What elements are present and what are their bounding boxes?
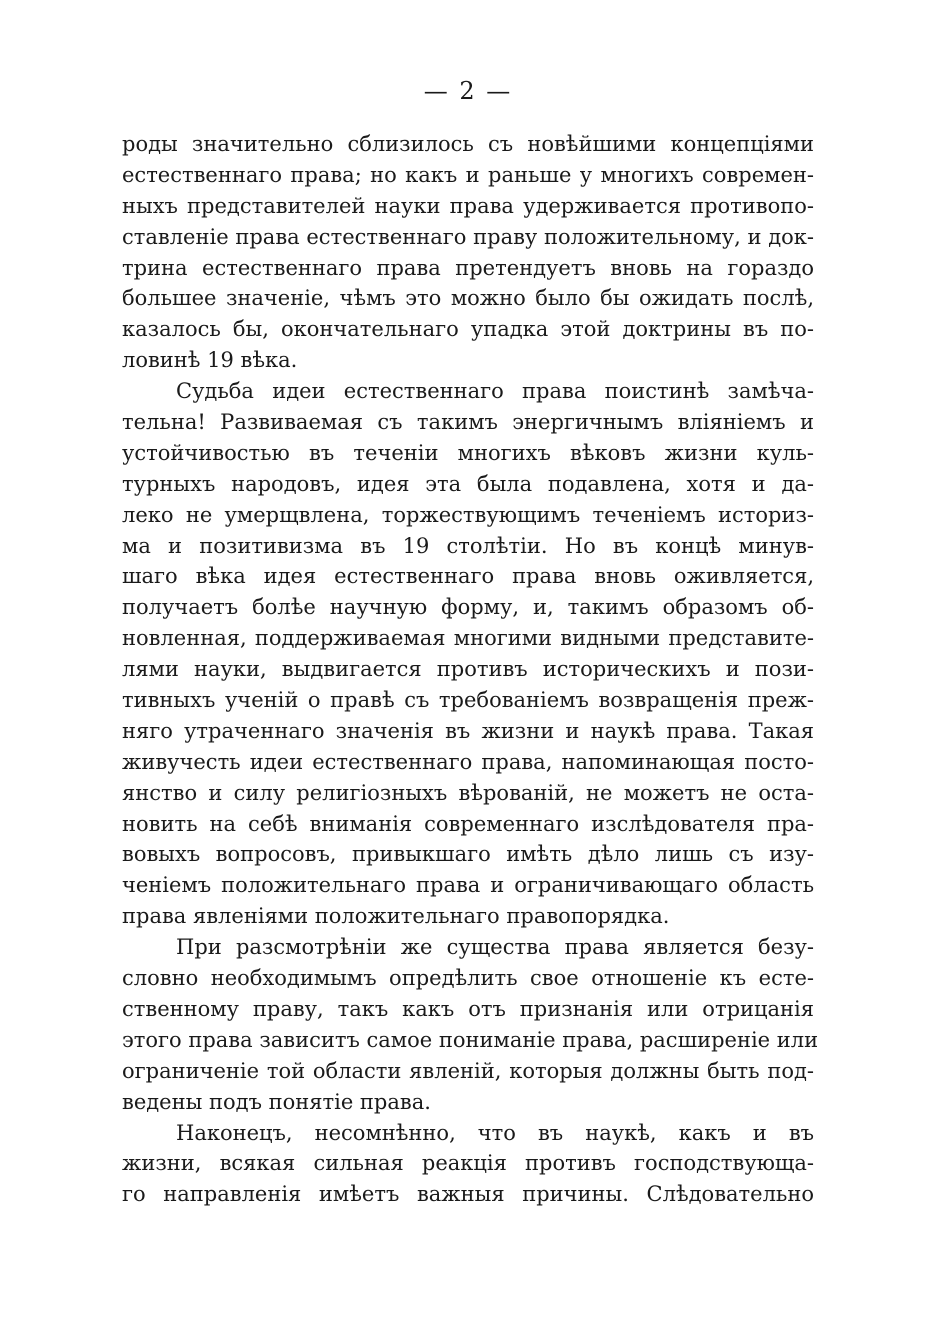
body-text [122, 129, 819, 1210]
paragraph [122, 129, 814, 376]
text-line: няго утраченнаго значенія въ жизни и наукѣ права. Такая [122, 718, 814, 743]
text-line: тельна! Развиваемая съ такимъ энергичнымъ вліяніемъ и [122, 410, 814, 435]
text-line: казалось бы, окончательнаго упадка этой доктрины въ по- [122, 317, 814, 342]
text-line: устойчивостью въ теченіи многихъ вѣковъ жизни куль- [122, 440, 814, 465]
text-line: ведены подъ понятіе права. [122, 1089, 431, 1114]
text-line: тивныхъ ученій о правѣ съ требованіемъ возвращенія преж- [122, 688, 814, 713]
paragraph [122, 376, 814, 932]
text-line: янство и силу религіозныхъ вѣрованій, не можетъ не оста- [122, 780, 814, 805]
text-line: турныхъ народовъ, идея эта была подавлена, хотя и да- [122, 471, 814, 496]
text-line: ловинѣ 19 вѣка. [122, 348, 298, 373]
text-line: ма и позитивизма въ 19 столѣтіи. Но въ концѣ минув- [122, 533, 814, 558]
text-line: Наконецъ, несомнѣнно, что въ наукѣ, какъ и въ [176, 1120, 814, 1145]
paragraph [122, 1118, 814, 1211]
text-line: При разсмотрѣніи же существа права является безу- [176, 935, 814, 960]
page-number: — 2 — [423, 77, 513, 105]
text-line: ныхъ представителей науки права удерживается противопо- [122, 193, 814, 218]
text-line: шаго вѣка идея естественнаго права вновь оживляется, [122, 564, 814, 589]
text-line: лями науки, выдвигается противъ историческихъ и пози- [122, 657, 814, 682]
text-line: роды значительно сблизилось съ новѣйшими концепціями [122, 132, 814, 156]
text-line: новить на себѣ вниманія современнаго изслѣдователя пра- [122, 811, 814, 836]
text-line: новленная, поддерживаемая многими видными представите- [122, 626, 814, 651]
text-line: леко не умерщвлена, торжествующимъ теченіемъ историз- [122, 502, 814, 527]
text-line: ченіемъ положительнаго права и ограничивающаго область [122, 873, 814, 898]
text-line: трина естественнаго права претендуетъ вновь на гораздо [122, 255, 814, 280]
text-line: ставленіе права естественнаго праву положительному, и док- [122, 224, 814, 249]
text-line: жизни, всякая сильная реакція противъ господствующа- [122, 1151, 814, 1176]
text-line: получаетъ болѣе научную форму, и, такимъ образомъ об- [122, 595, 814, 620]
text-line: естественнаго права; но какъ и раньше у многихъ современ- [122, 162, 814, 187]
paragraph [122, 932, 819, 1117]
text-line: большее значеніе, чѣмъ это можно было бы ожидать послѣ, [122, 286, 814, 311]
text-line: этого права зависитъ самое пониманіе права, расширеніе или [122, 1027, 819, 1052]
text-line: Судьба идеи естественнаго права поистинѣ замѣча- [176, 379, 814, 404]
text-line: ственному праву, такъ какъ отъ признанія или отрицанія [122, 996, 814, 1021]
text-line: ограниченіе той области явленій, которыя должны быть под- [122, 1058, 814, 1083]
text-line: го направленія имѣетъ важныя причины. Слѣдовательно [122, 1182, 814, 1207]
text-line: живучесть идеи естественнаго права, напоминающая посто- [122, 749, 814, 774]
text-line: права явленіями положительнаго правопорядка. [122, 904, 670, 929]
text-line: словно необходимымъ опредѣлить свое отношеніе къ есте- [122, 966, 814, 991]
text-line: вовыхъ вопросовъ, привыкшаго имѣть дѣло лишь съ изу- [122, 842, 814, 867]
